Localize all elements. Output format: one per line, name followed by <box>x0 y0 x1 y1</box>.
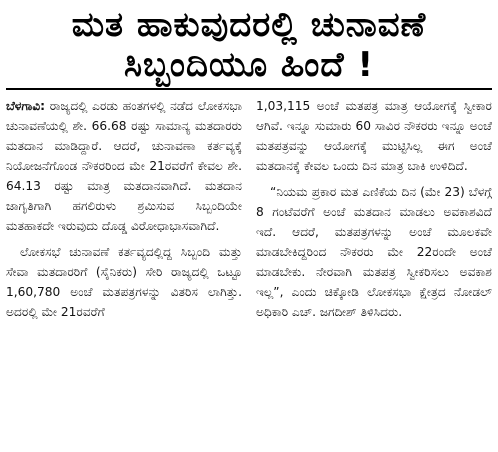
headline-divider <box>6 88 492 90</box>
article-paragraph: ಲೋಕಸಭೆ ಚುನಾವಣೆ ಕರ್ತವ್ಯದಲ್ಲಿದ್ದ ಸಿಬ್ಬಂದಿ ಮತ್ತು ಸೇವಾ ಮತದಾರರಿಗೆ (ಸೈನಿಕರು) ಸೇರಿ ರಾಜ್ಯದಲ್ಲಿ ಒಟ್ಟೂ 1,60,780 ಅಂಚೆ ಮತಪತ್ರಗಳನ್ನು ವಿತರಿಸ ಲಾಗಿತ್ತು. ಅದರಲ್ಲಿ ಮೇ 21ರವರೆಗೆ <box>6 245 242 320</box>
headline <box>6 6 492 84</box>
article-column-1 <box>6 96 242 328</box>
article-paragraph <box>6 96 242 236</box>
article-paragraph: 1,03,115 ಅಂಚೆ ಮತಪತ್ರ ಮಾತ್ರ ಆಯೋಗಕ್ಕೆ ಸ್ವೀಕಾರ ಆಗಿವೆ. ಇನ್ನೂ ಸುಮಾರು 60 ಸಾವಿರ ನೌಕರರು ಇನ್ನೂ ಅಂಚೆ ಮತಪತ್ರವನ್ನು ಆಯೋಗಕ್ಕೆ ಮುಟ್ಟಿಸಿಲ್ಲ ಈಗ ಅಂಚೆ ಮತದಾನಕ್ಕೆ ಕೇವಲ ಒಂದು ದಿನ ಮಾತ್ರ ಬಾಕಿ ಉಳಿದಿದೆ. <box>256 99 492 174</box>
article-column-2 <box>256 96 492 328</box>
dateline: ಬೆಳಗಾವಿ: <box>6 99 46 114</box>
quote-paragraph: “ನಿಯಮ ಪ್ರಕಾರ ಮತ ಎಣಿಕೆಯ ದಿನ (ಮೇ 23) ಬೆಳಗ್ಗೆ 8 ಗಂಟೆವರೆಗೆ ಅಂಚೆ ಮತದಾನ ಮಾಡಲು ಅವಕಾಶವಿದೆ ಇದೆ. ಆದರೆ, ಮತಪತ್ರಗಳನ್ನು ಅಂಚೆ ಮೂಲಕವೇ ಮಾಡಬೇಕಿದ್ದರಿಂದ ನೌಕರರು ಮೇ 22ರಂದೇ ಅಂಚೆ ಮಾಡಬೇಕು. ನೇರವಾಗಿ ಮತಪತ್ರ ಸ್ವೀಕರಿಸಲು ಅವಕಾಶ ಇಲ್ಲ”, ಎಂದು ಚಿಕ್ಕೋಡಿ ಲೋಕಸಭಾ ಕ್ಷೇತ್ರದ ನೋಡಲ್ ಅಧಿಕಾರಿ ಎಚ್. ಜಗದೀಶ್ ತಿಳಿಸಿದರು. <box>256 185 492 320</box>
headline-line-2: ಸಿಬ್ಬಂದಿಯೂ ಹಿಂದೆ ! <box>123 45 374 86</box>
paragraph-text: ರಾಜ್ಯದಲ್ಲಿ ಎರಡು ಹಂತಗಳಲ್ಲಿ ನಡೆದ ಲೋಕಸಭಾ ಚುನಾವಣೆಯಲ್ಲಿ ಶೇ. 66.68 ರಷ್ಟು ಸಾಮಾನ್ಯ ಮತದಾರರು ಮತದಾನ ಮಾಡಿದ್ದಾರೆ. ಆದರೆ, ಚುನಾವಣಾ ಕರ್ತವ್ಯಕ್ಕೆ ನಿಯೋಜನೆಗೊಂಡ ನೌಕರರಿಂದ ಮೇ 21ರವರೆಗೆ ಕೇವಲ ಶೇ. 64.13 ರಷ್ಟು ಮಾತ್ರ ಮತದಾನವಾಗಿದೆ. ಮತದಾನ ಜಾಗೃತಿಗಾಗಿ ಹಗಲಿರುಳು ಶ್ರಮಿಸುವ ಸಿಬ್ಬಂದಿಯೇ ಮತಹಾಕದೇ ಇರುವುದು ದೊಡ್ಡ ವಿರೋಧಾಭಾಸವಾಗಿದೆ. <box>6 99 242 234</box>
article-body <box>6 96 492 328</box>
headline-line-1: ಮತ ಹಾಕುವುದರಲ್ಲಿ ಚುನಾವಣೆ <box>71 5 427 45</box>
